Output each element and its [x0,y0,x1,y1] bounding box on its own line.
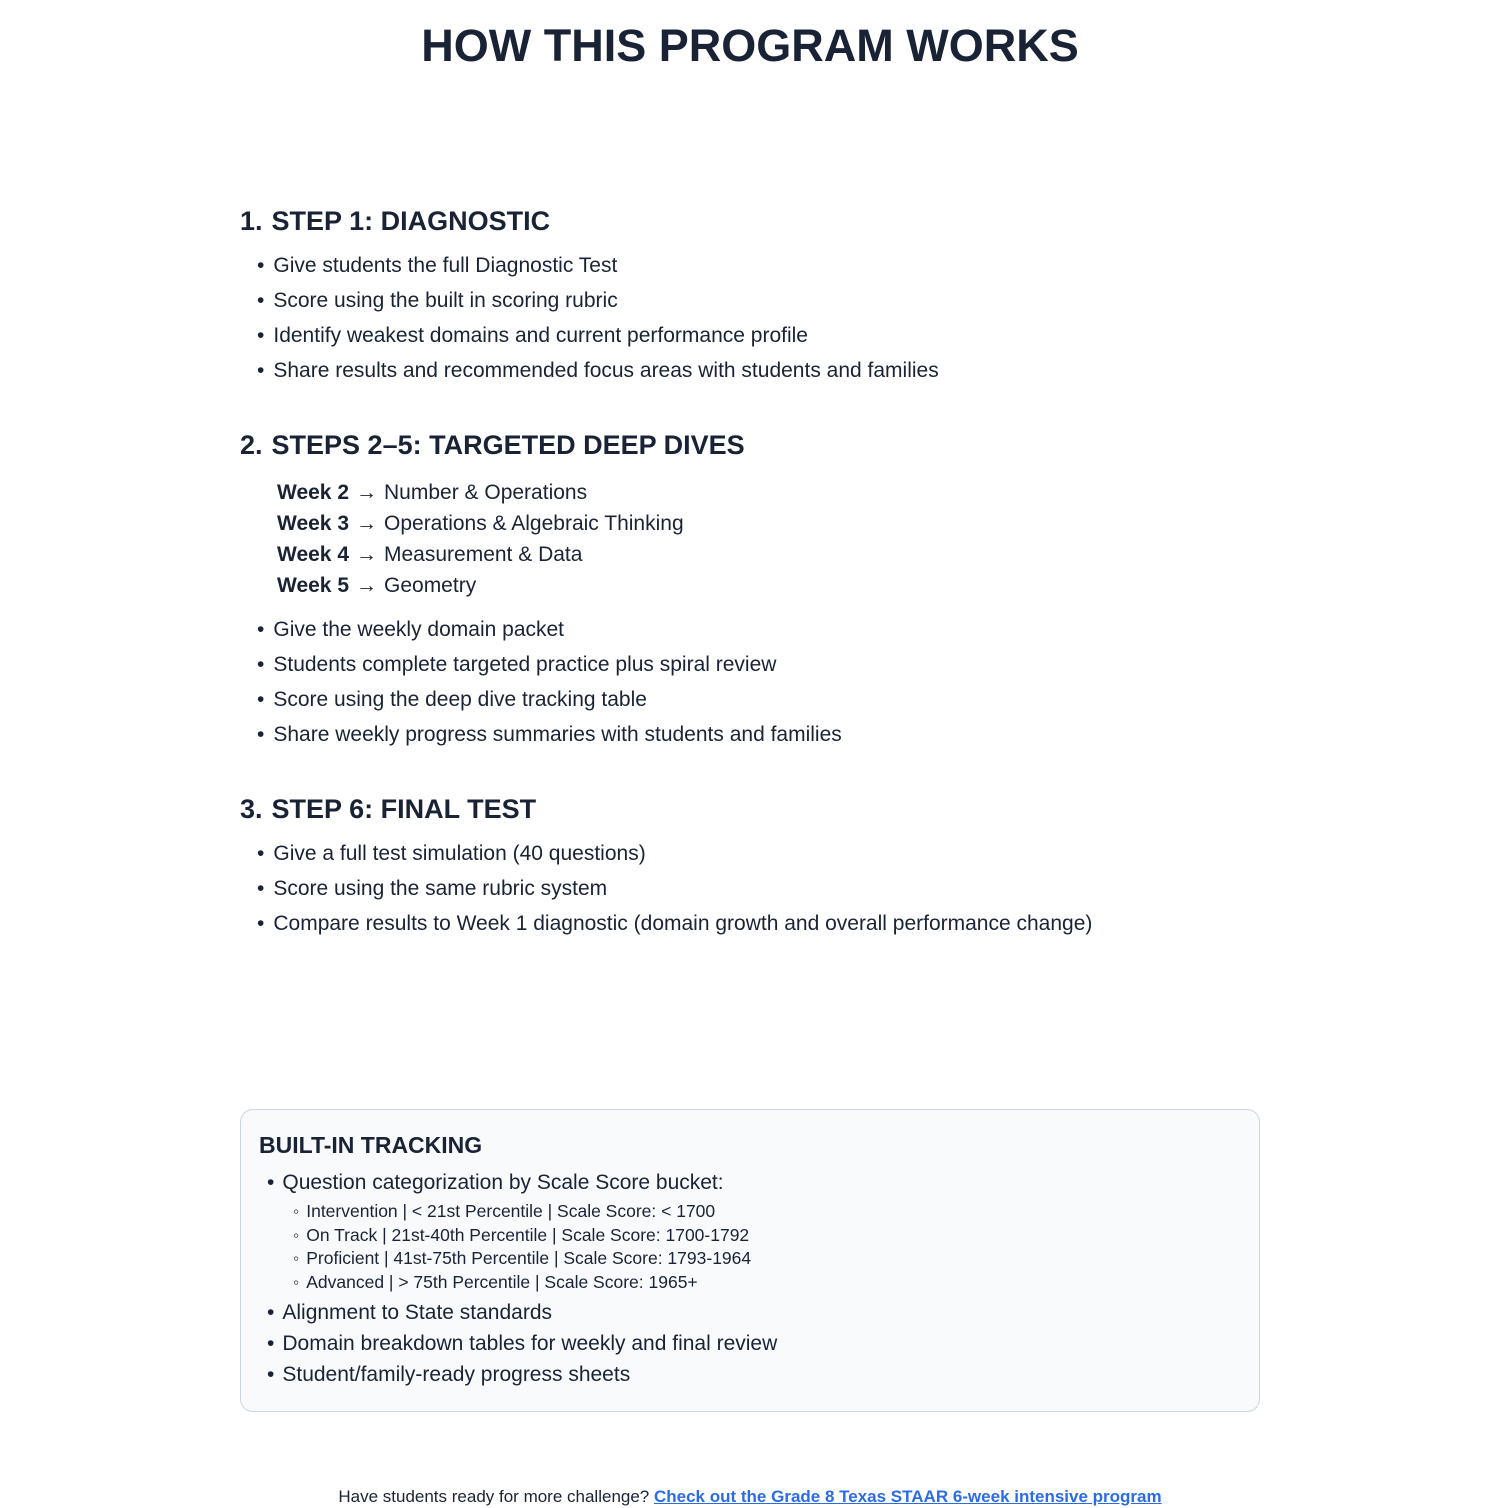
week-topic: Geometry [384,574,477,597]
bullet-item: • Give a full test simulation (40 questions) [257,841,1260,867]
step-heading-text: STEP 1: DIAGNOSTIC [271,206,551,236]
tracking-box [240,1109,1260,1412]
step-bullets [240,841,1260,937]
footer-link[interactable]: Check out the Grade 8 Texas STAAR 6-week intensive program [653,1487,1162,1506]
step-section [240,429,1260,748]
tracking-sub-list [267,1200,1235,1294]
tracking-sub-item: ◦ On Track | 21st-40th Percentile | Scale Score: 1700-1792 [293,1224,1235,1248]
tracking-sub-item: ◦ Advanced | > 75th Percentile | Scale Score: 1965+ [293,1271,1235,1295]
step-bullets [240,617,1260,748]
document-page [240,0,1260,1508]
step-heading [240,793,1260,825]
week-topic: Operations & Algebraic Thinking [384,512,684,535]
step-heading-text: STEP 6: FINAL TEST [271,794,537,824]
tracking-sub-item: ◦ Proficient | 41st-75th Percentile | Scale Score: 1793-1964 [293,1247,1235,1271]
tracking-item-text: • Question categorization by Scale Score bucket: [267,1171,724,1194]
tracking-item-text: • Student/family-ready progress sheets [267,1363,630,1386]
week-row [277,508,1260,539]
week-row [277,570,1260,601]
page-footer [240,1486,1260,1508]
bullet-item: • Score using the built in scoring rubric [257,288,1260,314]
bullet-item: • Give the weekly domain packet [257,617,1260,643]
step-bullets [240,253,1260,384]
arrow-icon: → [356,543,377,566]
steps-list [240,205,1260,937]
tracking-sub-item: ◦ Intervention | < 21st Percentile | Scale Score: < 1700 [293,1200,1235,1224]
bullet-item: • Score using the deep dive tracking table [257,687,1260,713]
tracking-box-title: BUILT-IN TRACKING [259,1132,483,1158]
week-row [277,477,1260,508]
step-section [240,205,1260,384]
week-topic: Measurement & Data [384,543,583,566]
week-label: Week 3 [277,512,349,535]
week-list [240,477,1260,601]
bullet-item: • Share weekly progress summaries with students and families [257,722,1260,748]
bullet-item: • Students complete targeted practice plus spiral review [257,652,1260,678]
arrow-icon: → [356,512,377,535]
tracking-item [267,1362,1235,1388]
step-number: 2. [240,430,263,460]
week-label: Week 2 [277,481,349,504]
week-topic: Number & Operations [384,481,588,504]
step-section [240,793,1260,937]
tracking-item-text: • Alignment to State standards [267,1301,552,1324]
step-number: 1. [240,206,263,236]
arrow-icon: → [356,574,377,597]
step-heading [240,429,1260,461]
week-label: Week 5 [277,574,349,597]
footer-question: Have students ready for more challenge? [338,1487,654,1506]
tracking-item-text: • Domain breakdown tables for weekly and final review [267,1332,777,1355]
bullet-item: • Score using the same rubric system [257,876,1260,902]
bullet-item: • Share results and recommended focus areas with students and families [257,358,1260,384]
bullet-item: • Identify weakest domains and current performance profile [257,323,1260,349]
step-number: 3. [240,794,263,824]
arrow-icon: → [356,481,377,504]
tracking-item [267,1170,1235,1294]
bullet-item: • Compare results to Week 1 diagnostic (domain growth and overall performance change) [257,911,1260,937]
tracking-list [259,1170,1235,1388]
week-row [277,539,1260,570]
tracking-item [267,1300,1235,1326]
step-heading [240,205,1260,237]
page-title: HOW THIS PROGRAM WORKS [421,20,1079,71]
bullet-item: • Give students the full Diagnostic Test [257,253,1260,279]
step-heading-text: STEPS 2–5: TARGETED DEEP DIVES [271,430,745,460]
week-label: Week 4 [277,543,349,566]
tracking-item [267,1331,1235,1357]
